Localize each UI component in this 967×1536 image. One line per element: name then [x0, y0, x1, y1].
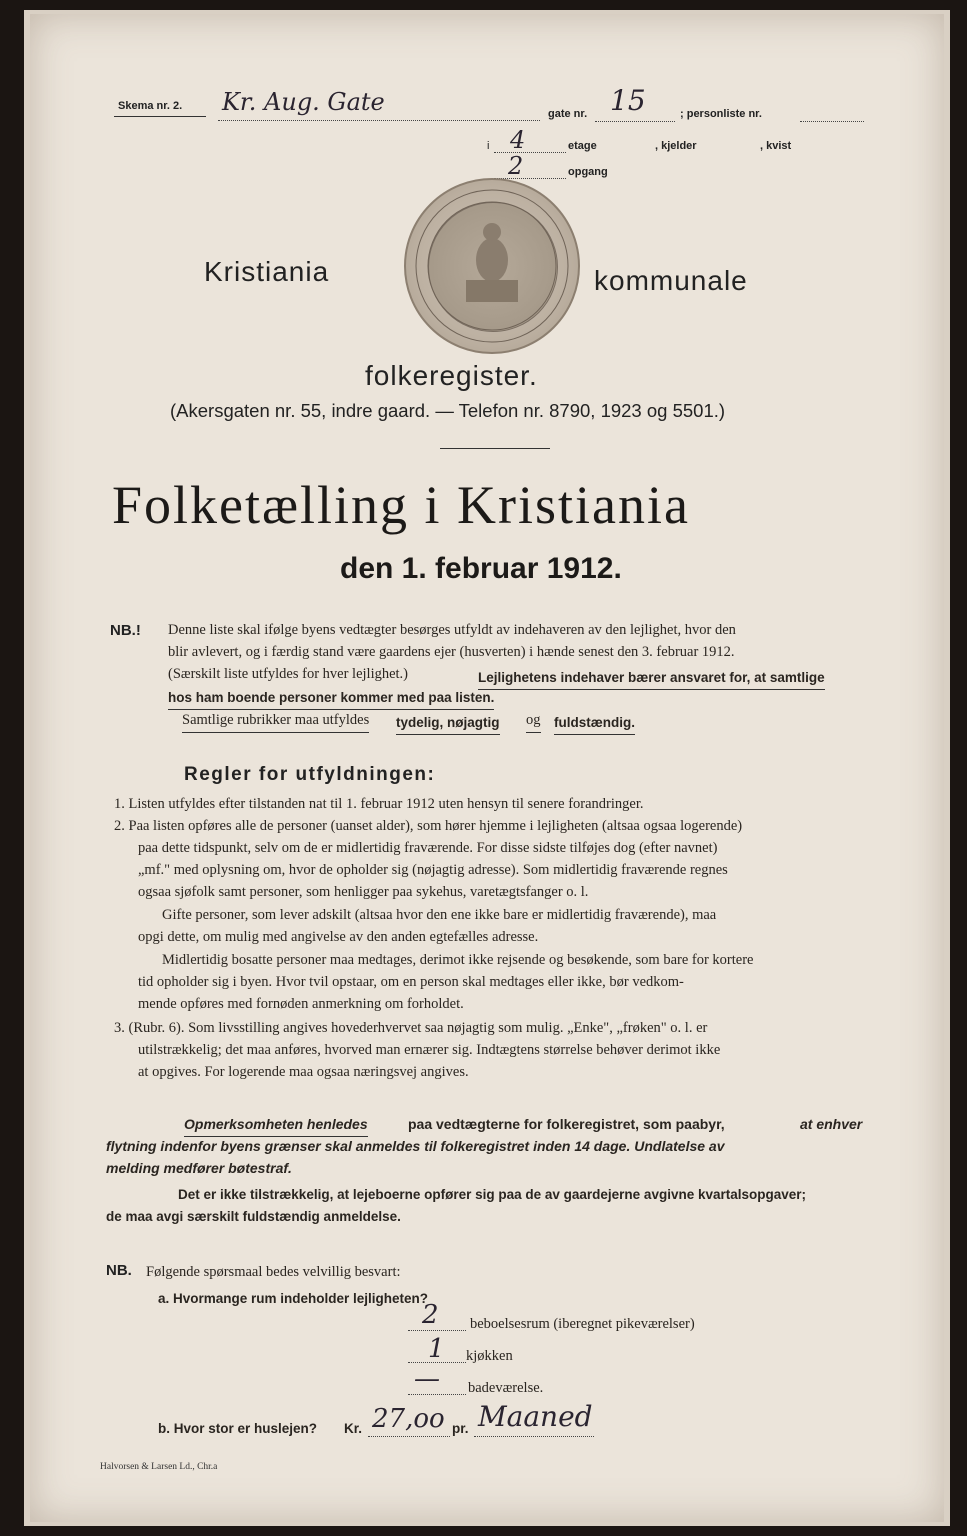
kjelder-label: , kjelder [655, 140, 697, 152]
rooms-label: beboelsesrum (iberegnet pikeværelser) [470, 1316, 695, 1332]
questions-intro: Følgende spørsmaal bedes velvillig besvart: [146, 1264, 401, 1280]
rule-2-line-3: „mf." med oplysning om, hvor de opholder sig (nøjagtig adresse). Som midlertidig fraværende regnes [138, 862, 728, 878]
period-handwritten: Maaned [478, 1400, 593, 1433]
rent-handwritten: 27,oo [372, 1404, 445, 1434]
nb1-line-3b: Lejlighetens indehaver bærer ansvaret for, at samtlige [478, 667, 825, 690]
rule-2-line-6: opgi dette, om mulig med angivelse av den anden egtefælles adresse. [138, 929, 539, 945]
rooms-line [408, 1330, 466, 1331]
rule-2-line-4: ogsaa sjøfolk samt personer, som henligger paa sykehus, varetægtsfanger o. l. [138, 884, 589, 900]
street-handwritten: Kr. Aug. Gate [222, 88, 385, 116]
rent-line [368, 1436, 450, 1437]
notice-line-2: flytning indenfor byens grænser skal anmeldes til folkeregistret inden 14 dage. Undlatelse av [106, 1138, 725, 1154]
gate-nr-label: gate nr. [548, 108, 588, 120]
nb1-line-1: Denne liste skal ifølge byens vedtægter besørges utfyldt av indehaveren av den lejlighet, hvor den [168, 622, 736, 638]
nb1-line-2: blir avlevert, og i færdig stand være gaardens ejer (husverten) i hænde senest den 3. februar 1912. [168, 644, 735, 660]
personliste-label: ; personliste nr. [680, 108, 762, 120]
question-b: b. Hvor stor er huslejen? [158, 1421, 318, 1436]
skema-underline [114, 116, 206, 117]
nb1-line-3a: (Særskilt liste utfyldes for hver lejlighet.) [168, 666, 409, 682]
header-divider [440, 448, 550, 449]
etage-label: etage [568, 140, 597, 152]
title-date: den 1. februar 1912. [340, 552, 622, 585]
kitchen-line [408, 1362, 466, 1363]
pr-label: pr. [452, 1421, 469, 1436]
gate-nr-line [595, 121, 675, 122]
notice-line-4: Det er ikke tilstrækkelig, at lejeboerne opfører sig paa de av gaardejerne avgivne kvartalsopgaver; [178, 1187, 807, 1202]
header-address: (Akersgaten nr. 55, indre gaard. — Telefon nr. 8790, 1923 og 5501.) [170, 400, 726, 421]
notice-line-5: de maa avgi særskilt fuldstændig anmeldelse. [106, 1209, 401, 1224]
nb1-line-5b: tydelig, nøjagtig [396, 712, 500, 735]
rule-2-line-7: Midlertidig bosatte personer maa medtages, derimot ikke rejsende og besøkende, som bare for kortere [162, 952, 754, 968]
bath-line [408, 1394, 466, 1395]
kitchen-handwritten: 1 [428, 1334, 445, 1364]
question-a: a. Hvormange rum indeholder lejligheten? [158, 1291, 429, 1306]
etage-line [494, 152, 566, 153]
personliste-line [800, 121, 864, 122]
opgang-handwritten: 2 [508, 152, 524, 180]
nb1-label: NB.! [110, 622, 141, 639]
rule-3-line-2: utilstrækkelig; det maa anføres, hvorved man ernærer sig. Indtægtens størrelse behøver derimot ikke [138, 1042, 721, 1058]
kitchen-label: kjøkken [466, 1348, 513, 1364]
rule-2-line-8: tid opholder sig i byen. Hvor tvil opstaar, om en person skal medtages eller ikke, bør vedkom- [138, 974, 684, 990]
printer-credit: Halvorsen & Larsen Ld., Chr.a [100, 1462, 218, 1472]
opgang-label: opgang [568, 166, 608, 178]
notice-line-1c: at enhver [800, 1116, 863, 1132]
rule-3-line-3: at opgives. For logerende maa ogsaa næringsvej angives. [138, 1064, 469, 1080]
header-kristiania: Kristiania [204, 256, 330, 287]
nb1-line-5a: Samtlige rubrikker maa utfyldes [182, 710, 369, 733]
rule-2-line-9: mende opføres med fornøden anmerkning om forholdet. [138, 996, 464, 1012]
rooms-handwritten: 2 [422, 1300, 439, 1330]
rule-3-line-1: 3. (Rubr. 6). Som livsstilling angives hovederhvervet saa nøjagtig som mulig. „Enke", „frøken" o. l. er [114, 1020, 708, 1036]
nb1-line-5d: fuldstændig. [554, 712, 635, 735]
kvist-label: , kvist [760, 140, 792, 152]
header-folkeregister: folkeregister. [365, 360, 538, 391]
rule-2-line-5: Gifte personer, som lever adskilt (altsaa hvor den ene ikke bare er midlertidig fraværende), maa [162, 907, 717, 923]
gate-nr-handwritten: 15 [610, 84, 646, 117]
kristiania-seal [404, 178, 580, 354]
nb1-line-4: hos ham boende personer kommer med paa listen. [168, 687, 494, 710]
kr-label: Kr. [344, 1421, 363, 1436]
bath-label: badeværelse. [468, 1380, 544, 1396]
street-line [218, 120, 540, 121]
notice-line-1a: Opmerksomheten henledes [184, 1114, 368, 1137]
i-label: i [487, 140, 490, 152]
period-line [474, 1436, 594, 1437]
title-main: Folketælling i Kristiania [112, 475, 690, 535]
skema-label: Skema nr. 2. [118, 100, 183, 112]
rules-heading: Regler for utfyldningen: [184, 764, 436, 785]
header-kommunale: kommunale [594, 265, 748, 296]
notice-line-1b: paa vedtægterne for folkeregistret, som paabyr, [408, 1116, 725, 1132]
seal-ring-icon [406, 180, 578, 352]
bath-handwritten: — [414, 1364, 440, 1394]
rule-2-line-2: paa dette tidspunkt, selv om de er midlertidig fraværende. For disse sidste tilføjes dog (efter navnet) [138, 840, 718, 856]
notice-line-3: melding medfører bøtestraf. [106, 1160, 292, 1176]
questions-nb-label: NB. [106, 1262, 132, 1279]
rule-2-line-1: 2. Paa listen opføres alle de personer (uanset alder), som hører hjemme i lejligheten (altsaa ogsaa logerende) [114, 818, 743, 834]
nb1-line-5c: og [526, 710, 541, 733]
rule-1: 1. Listen utfyldes efter tilstanden nat til 1. februar 1912 uten hensyn til senere forandringer. [114, 796, 644, 812]
etage-handwritten: 4 [510, 126, 526, 154]
